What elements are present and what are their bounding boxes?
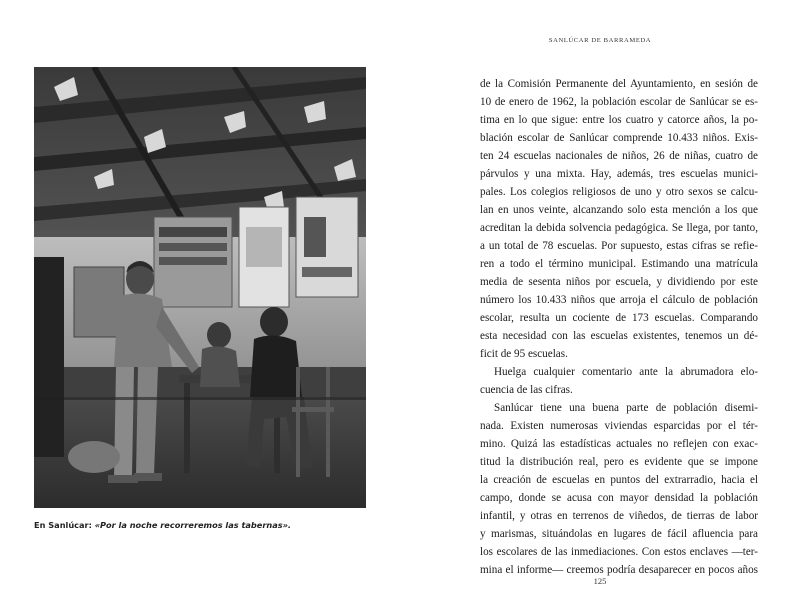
text-line: de la Comisión Permanente del Ayuntamiento, en sesión de: [480, 78, 758, 90]
text-line: cuencia de las cifras.: [480, 384, 573, 396]
text-line: la creación de escuelas en puntos del extrarradio, hacia el: [480, 474, 758, 486]
tavern-photo-illustration: [34, 67, 366, 508]
text-line: tima en lo que sigue: entre los cuatro y catorce años, la po-: [480, 114, 758, 126]
text-line: ren a todo el término municipal. Estimando una matrícula: [480, 258, 758, 270]
text-line: 10 de enero de 1962, la población escolar de Sanlúcar se es-: [480, 96, 758, 108]
text-line: a un total de 78 escuelas. Por supuesto, estas cifras se refie-: [480, 240, 758, 252]
text-line: Sanlúcar tiene una buena parte de población disemi-: [494, 402, 758, 414]
text-line: blación escolar de Sanlúcar comprende 10.433 niños. Exis-: [480, 132, 758, 144]
body-text: [480, 75, 758, 579]
text-line: escolar, resulta un cociente de 173 escuelas. Comparando: [480, 312, 758, 324]
text-line: titud la distribución real, pero es evidente que se impone: [480, 456, 758, 468]
text-line: campo, donde se acusa con mayor densidad la población: [480, 492, 758, 504]
text-line: y marismas, situándolas en lugares de fácil afluencia para: [480, 528, 758, 540]
text-line: esta necesidad con las escuelas existentes, tenemos un dé-: [480, 330, 758, 342]
text-line: mina el informe— creemos podría desaparecer en pocos años: [480, 564, 758, 576]
caption-place: En Sanlúcar:: [34, 520, 95, 530]
text-line: los escolares de las inmediaciones. Con estos enclaves —ter-: [480, 546, 758, 558]
photo-caption: [34, 520, 374, 530]
tavern-photograph: [34, 67, 366, 508]
text-line: mino. Quizá las estadísticas actuales no reflejen con exac-: [480, 438, 758, 450]
running-head: SANLÚCAR DE BARRAMEDA: [548, 37, 652, 44]
caption-quote: «Por la noche recorreremos las tabernas».: [94, 520, 292, 530]
text-line: lan en unos veinte, alcanzando solo esta mención a los que: [480, 204, 758, 216]
text-line: infantil, y otras en terrenos de viñedos, de tierras de labor: [480, 510, 758, 522]
text-line: ten 24 escuelas nacionales de niños, 26 de niñas, cuatro de: [480, 150, 758, 162]
text-line: nada. Existen numerosas viviendas esparcidas por el tér-: [480, 420, 758, 432]
text-line: acreditan la debida solvencia pedagógica. Se llega, por tanto,: [480, 222, 758, 234]
right-page: [400, 0, 800, 613]
text-line: ficit de 95 escuelas.: [480, 348, 568, 360]
page-number: 125: [593, 576, 607, 586]
text-line: media de sesenta niños por escuela, y dividiendo por este: [480, 276, 758, 288]
text-line: párvulos y una mixta. Hay, además, tres escuelas munici-: [480, 168, 758, 180]
text-line: pales. Los colegios religiosos de uno y otro sexos se calcu-: [480, 186, 758, 198]
text-line: Huelga cualquier comentario ante la abrumadora elo-: [494, 366, 758, 378]
text-line: número los 10.433 niños que arroja el cálculo de población: [480, 294, 758, 306]
